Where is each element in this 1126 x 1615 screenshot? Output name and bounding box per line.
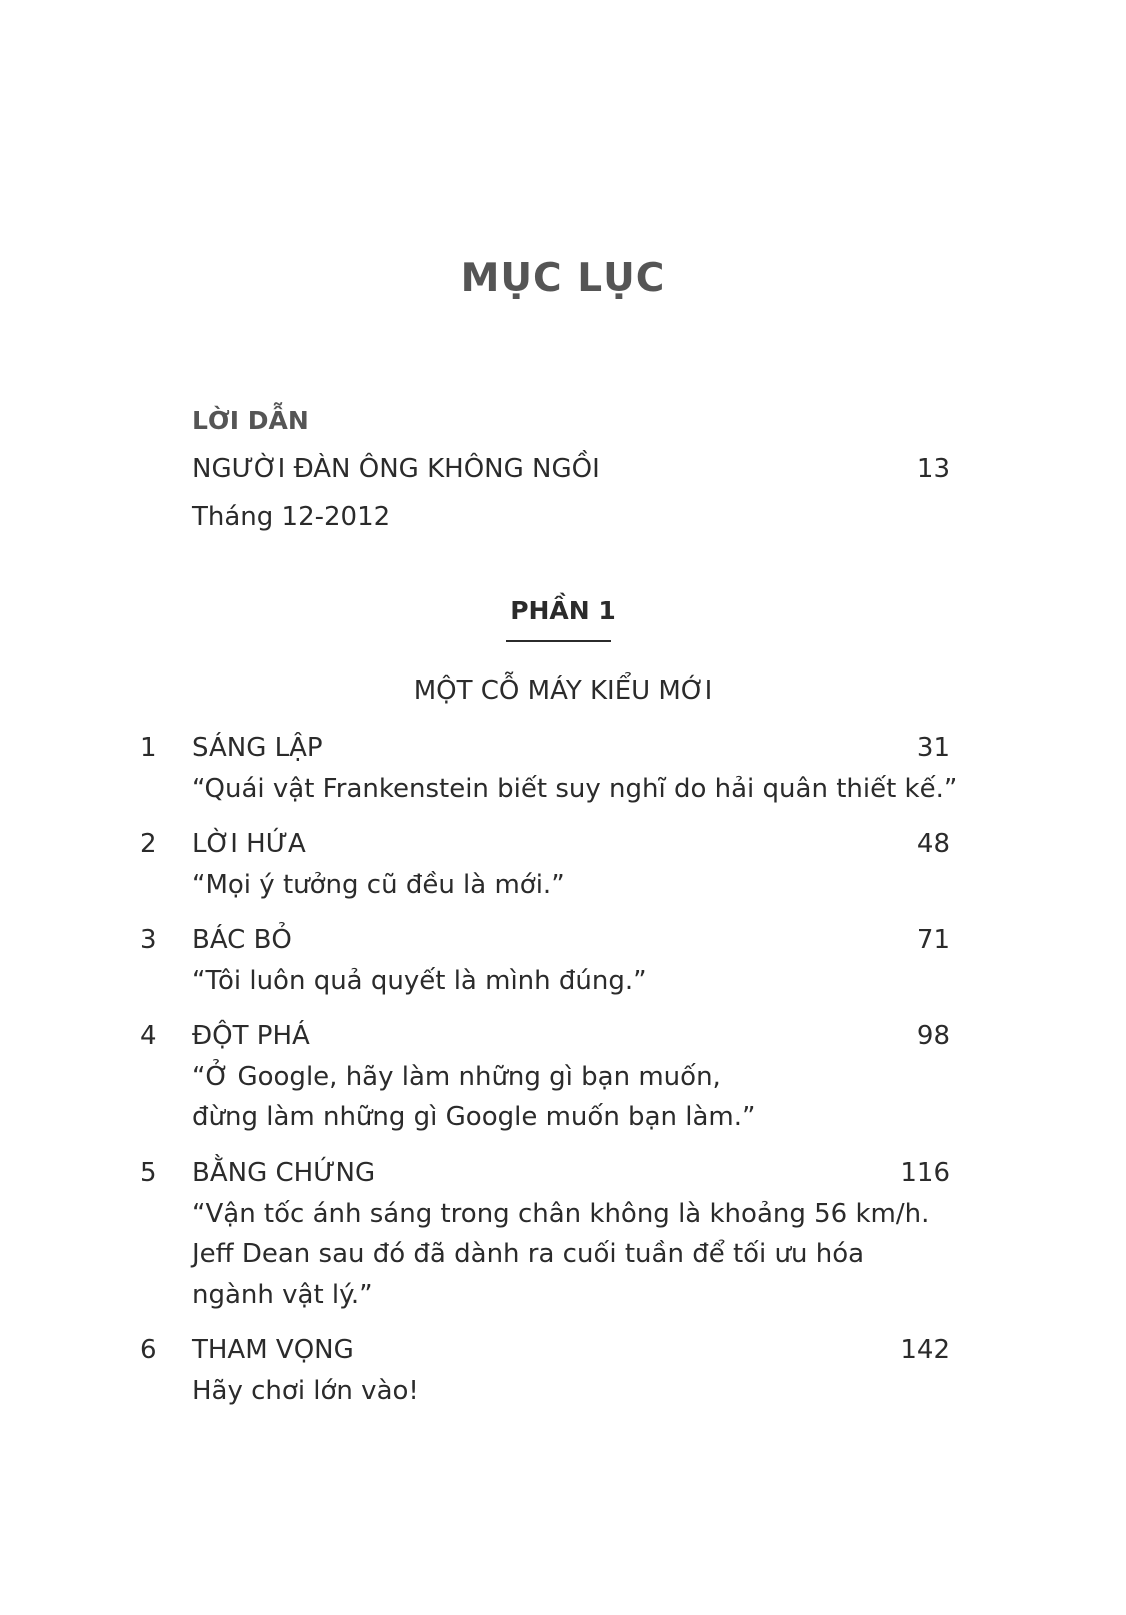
chapter-subtitle-line: ngành vật lý.” (192, 1280, 373, 1310)
chapter-page-number: 142 (900, 1335, 950, 1365)
chapter-number: 1 (140, 733, 157, 763)
chapter-title: SÁNG LẬP (192, 733, 323, 763)
chapter-number: 3 (140, 925, 157, 955)
chapter-title: ĐỘT PHÁ (192, 1021, 310, 1051)
part-underline (506, 640, 611, 642)
page-title: MỤC LỤC (460, 256, 666, 301)
chapter-subtitle-line: “Quái vật Frankenstein biết suy nghĩ do hải quân thiết kế.” (192, 774, 958, 804)
chapter-subtitle-line: “Mọi ý tưởng cũ đều là mới.” (192, 870, 565, 900)
part-label: PHẦN 1 (510, 596, 616, 625)
chapter-subtitle-line: “Tôi luôn quả quyết là mình đúng.” (192, 966, 647, 996)
chapter-subtitle-line: “Vận tốc ánh sáng trong chân không là khoảng 56 km/h. (192, 1199, 930, 1229)
chapter-subtitle-line: đừng làm những gì Google muốn bạn làm.” (192, 1102, 756, 1132)
chapter-number: 2 (140, 829, 157, 859)
chapter-subtitle-line: “Ở Google, hãy làm những gì bạn muốn, (192, 1062, 721, 1092)
part-title: MỘT CỖ MÁY KIỂU MỚI (413, 676, 713, 706)
chapter-title: THAM VỌNG (192, 1335, 354, 1365)
preface-title: NGƯỜI ĐÀN ÔNG KHÔNG NGỒI (192, 454, 600, 484)
preface-date: Tháng 12-2012 (192, 502, 391, 532)
preface-page-number: 13 (916, 454, 950, 484)
chapter-number: 4 (140, 1021, 157, 1051)
chapter-number: 5 (140, 1158, 157, 1188)
chapter-title: BÁC BỎ (192, 925, 292, 955)
chapter-subtitle-line: Jeff Dean sau đó đã dành ra cuối tuần để tối ưu hóa (192, 1239, 865, 1269)
chapter-page-number: 116 (900, 1158, 950, 1188)
chapter-number: 6 (140, 1335, 157, 1365)
chapter-title: BẰNG CHỨNG (192, 1158, 376, 1188)
chapter-page-number: 71 (916, 925, 950, 955)
chapter-page-number: 48 (916, 829, 950, 859)
preface-heading: LỜI DẪN (192, 406, 309, 435)
chapter-page-number: 31 (916, 733, 950, 763)
chapter-title: LỜI HỨA (192, 829, 306, 859)
chapter-subtitle-line: Hãy chơi lớn vào! (192, 1376, 419, 1406)
chapter-page-number: 98 (916, 1021, 950, 1051)
